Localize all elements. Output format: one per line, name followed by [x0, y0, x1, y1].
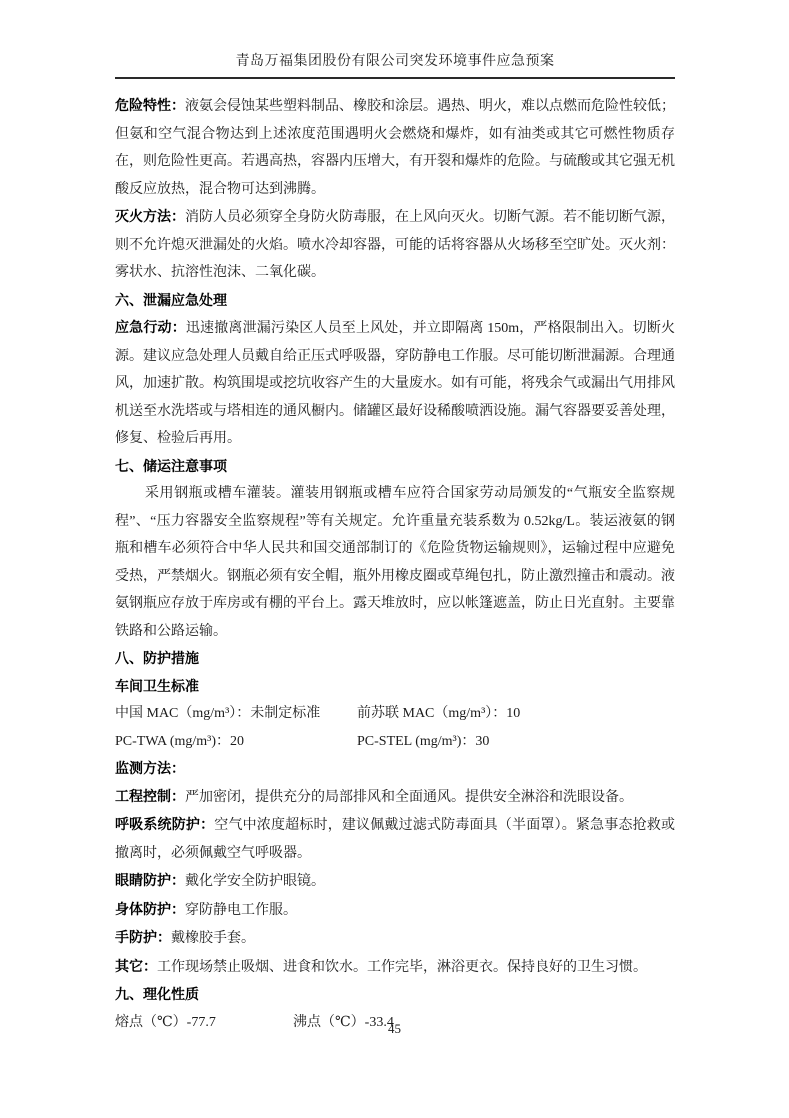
header-title: 青岛万福集团股份有限公司突发环境事件应急预案: [235, 54, 555, 69]
row-mac-values: [115, 700, 675, 728]
engineering-control-text: 严加密闭，提供充分的局部排风和全面通风。提供安全淋浴和洗眼设备。: [185, 789, 633, 805]
page-footer: [0, 1021, 789, 1037]
para-eye-protection: [115, 867, 675, 896]
body-protection-text: 穿防静电工作服。: [185, 902, 297, 918]
heading-section8-protection: 八、防护措施: [115, 650, 199, 666]
heading-section7-storage-transport: 七、储运注意事项: [115, 457, 227, 474]
para-engineering-control: [115, 783, 675, 812]
para-body-protection: [115, 896, 675, 925]
para-emergency-action: [115, 314, 675, 453]
page-number: 45: [388, 1021, 401, 1036]
heading-workshop-hygiene-standard: 车间卫生标准: [115, 677, 199, 694]
row-twa-stel-values: [115, 728, 675, 756]
heading-section9-physchem-properties: 九、理化性质: [115, 986, 199, 1002]
eye-protection-label: 眼睛防护：: [115, 872, 185, 888]
engineering-control-label: 工程控制：: [115, 787, 185, 804]
boiling-point-value: 沸点（℃）-33.4: [293, 1014, 394, 1030]
emergency-action-text: 迅速撤离泄漏污染区人员至上风处，并立即隔离 150m，严格限制出入。切断火源。建议应急处理人员戴自给正压式呼吸器，穿防静电工作服。尽可能切断泄漏源。合理通风，加速扩散。构筑围堤或挖坑收容产生的大量废水。如有可能，将残余气或漏出气用排风机送至水洗塔或与塔相连的通风橱内。储罐区最好设稀酸喷洒设施。漏气容器要妥善处理，修复、检验后再用。: [115, 321, 676, 446]
para-hazard-characteristics: [115, 92, 675, 203]
respiratory-protection-label: 呼吸系统防护：: [115, 816, 215, 832]
para-respiratory-protection: [115, 811, 675, 867]
page-header: [115, 50, 675, 79]
para-other-protection: [115, 953, 675, 982]
pc-stel-value: PC-STEL (mg/m³)：30: [357, 733, 490, 749]
document-content: [115, 92, 675, 1036]
emergency-action-label: 应急行动：: [115, 319, 186, 335]
fire-fighting-label: 灭火方法：: [115, 208, 185, 224]
fire-fighting-text: 消防人员必须穿全身防火防毒服，在上风向灭火。切断气源。若不能切断气源，则不允许熄灭泄漏处的火焰。喷水冷却容器，可能的话将容器从火场移至空旷处。灭火剂：雾状水、抗溶性泡沫、二氧化碳。: [115, 210, 675, 280]
hand-protection-text: 戴橡胶手套。: [171, 931, 255, 946]
melting-point-value: 熔点（℃）-77.7: [115, 1014, 216, 1030]
other-protection-label: 其它：: [115, 957, 157, 974]
hand-protection-label: 手防护：: [115, 929, 171, 945]
body-protection-label: 身体防护：: [115, 900, 185, 917]
heading-section6-leak-emergency: 六、泄漏应急处理: [115, 291, 227, 308]
mac-ussr-value: 前苏联 MAC（mg/m³）：10: [357, 706, 521, 721]
para-storage-transport: 采用钢瓶或槽车灌装。灌装用钢瓶或槽车应符合国家劳动局颁发的“气瓶安全监察规程”、“压力容器安全监察规程”等有关规定。允许重量充装系数为 0.52kg/L。装运液氨的钢瓶和槽车必须符合中华人民共和国交通部制订的《危险货物运输规则》，运输过程中应避免受热，严禁烟火。钢瓶必须有安全帽，瓶外用橡皮圈或草绳包扎，防止激烈撞击和震动。液氨钢瓶应存放于库房或有棚的平台上。露天堆放时，应以帐篷遮盖，防止日光直射。主要靠铁路和公路运输。: [115, 486, 675, 639]
hazard-label: 危险特性：: [115, 97, 185, 113]
hazard-text: 液氨会侵蚀某些塑料制品、橡胶和涂层。遇热、明火，难以点燃而危险性较低；但氨和空气混合物达到上述浓度范围遇明火会燃烧和爆炸，如有油类或其它可燃性物质存在，则危险性更高。若遇高热，容器内压增大，有开裂和爆炸的危险。与硫酸或其它强无机酸反应放热，混合物可达到沸腾。: [115, 99, 675, 197]
other-protection-text: 工作现场禁止吸烟、进食和饮水。工作完毕，淋浴更衣。保持良好的卫生习惯。: [157, 959, 647, 975]
para-hand-protection: [115, 924, 675, 953]
mac-china-value: 中国 MAC（mg/m³）：未制定标准: [115, 706, 321, 721]
pc-twa-value: PC-TWA (mg/m³)：20: [115, 733, 245, 749]
para-fire-fighting: [115, 203, 675, 287]
heading-monitoring-method: 监测方法：: [115, 760, 185, 776]
eye-protection-text: 戴化学安全防护眼镜。: [185, 874, 325, 889]
respiratory-protection-text: 空气中浓度超标时，建议佩戴过滤式防毒面具（半面罩）。紧急事态抢救或撤离时，必须佩戴空气呼吸器。: [115, 818, 676, 861]
